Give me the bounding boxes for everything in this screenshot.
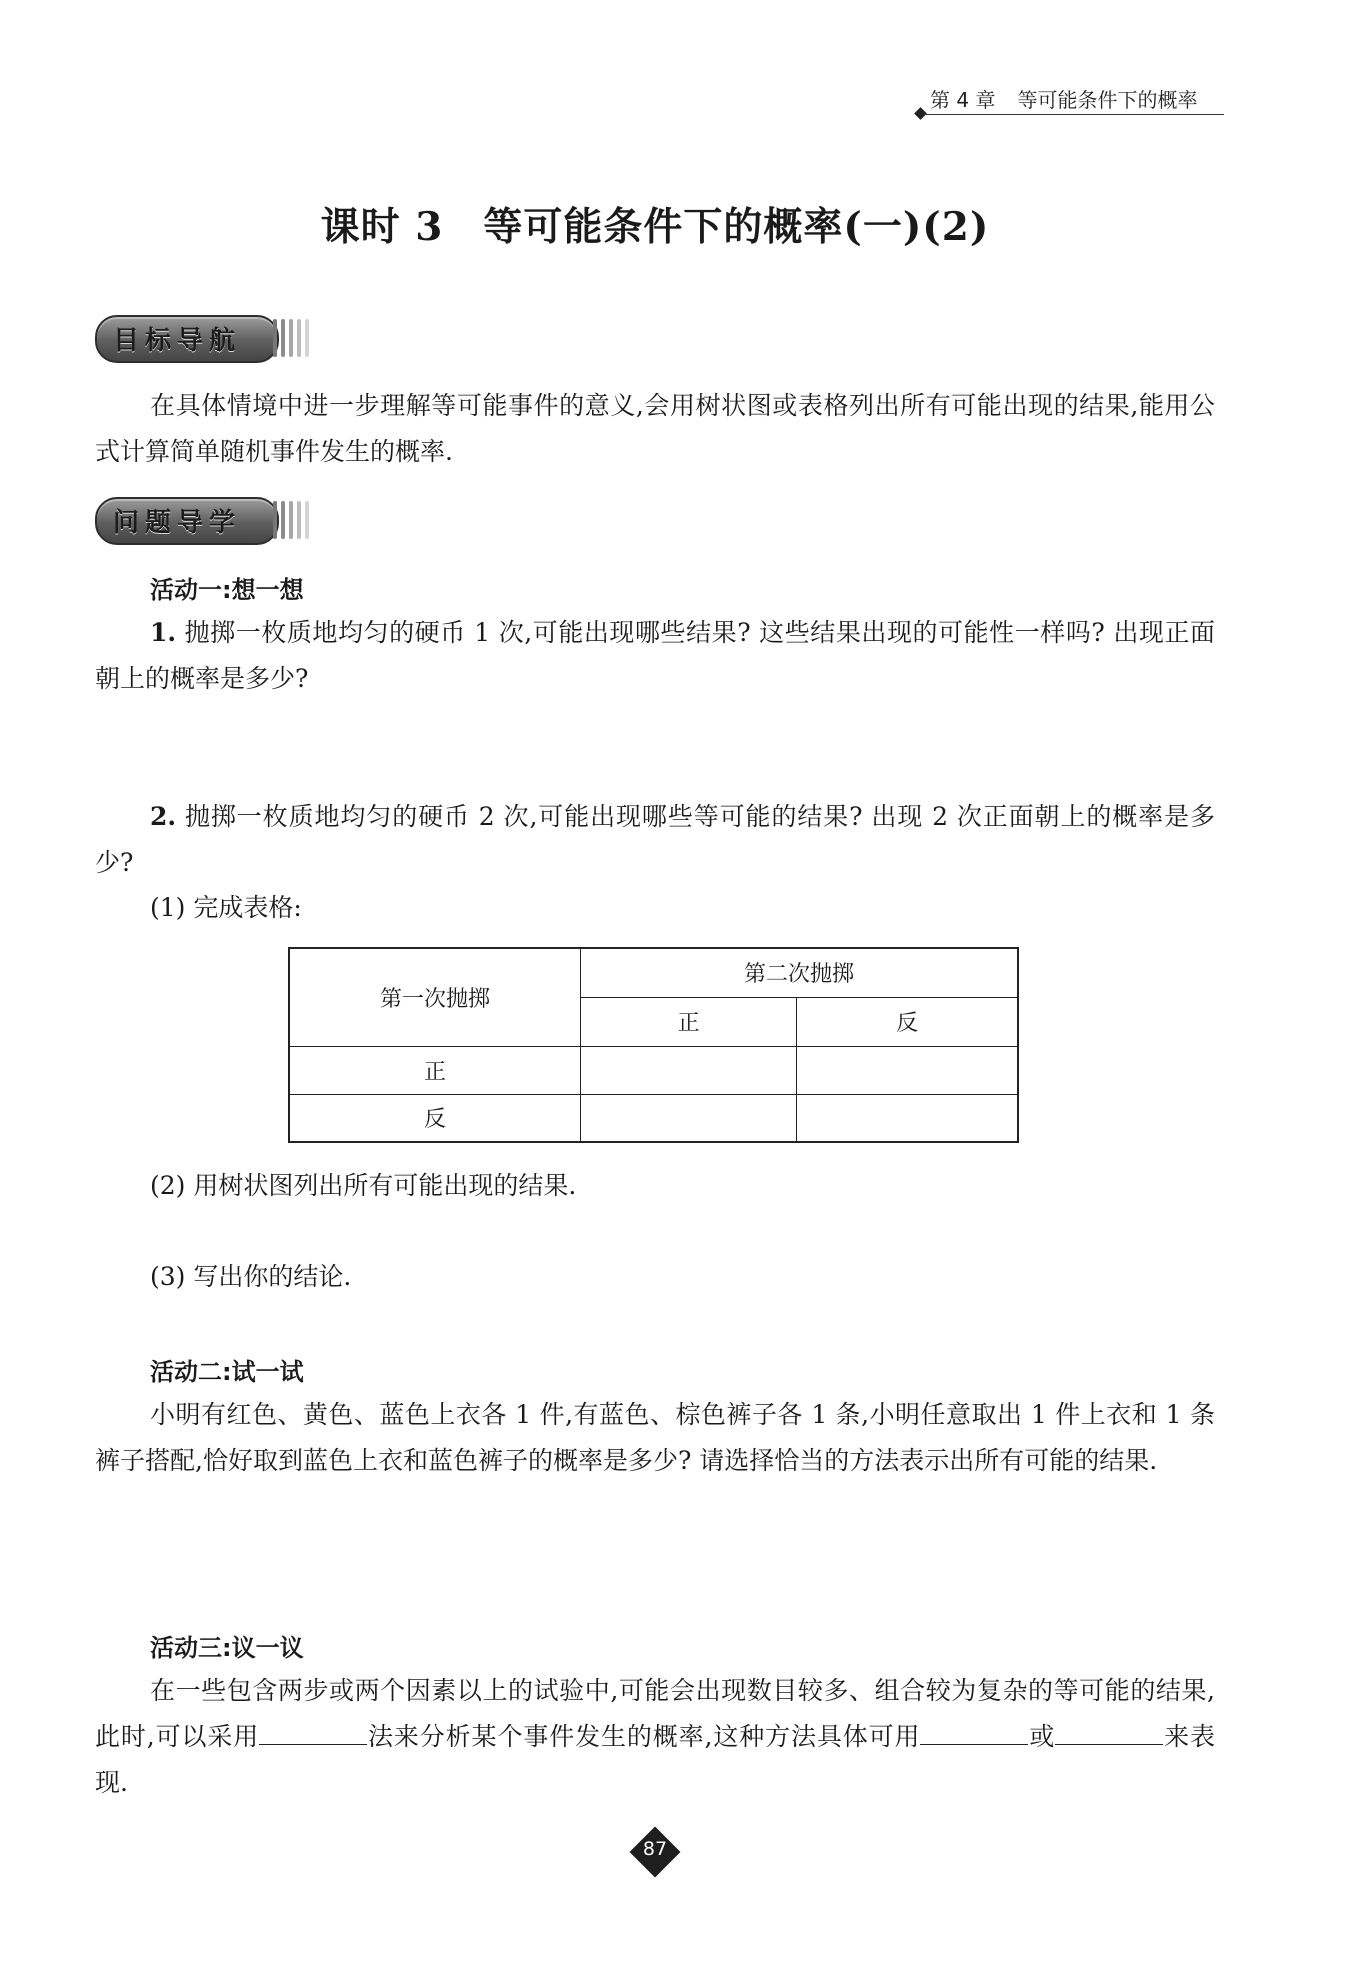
- question-2: [95, 794, 1215, 886]
- page-number-text: 87: [642, 1838, 668, 1860]
- sub-question-3: (3) 写出你的结论.: [150, 1262, 352, 1291]
- coin-toss-table: [288, 947, 1019, 1143]
- activity3-text-part3: 或: [1028, 1722, 1056, 1751]
- question-2-number: 2.: [150, 802, 177, 831]
- first-toss-header: 第一次抛掷: [289, 948, 581, 1046]
- activity3-text: [95, 1668, 1215, 1806]
- badge-stripes-icon: [271, 319, 311, 357]
- col-head-heads: 正: [581, 997, 797, 1046]
- table-cell[interactable]: [581, 1094, 797, 1142]
- question-1: [95, 610, 1215, 702]
- goal-text: 在具体情境中进一步理解等可能事件的意义,会用树状图或表格列出所有可能出现的结果,能用公式计算简单随机事件发生的概率.: [95, 391, 1215, 466]
- question-2-text: 抛掷一枚质地均匀的硬币 2 次,可能出现哪些等可能的结果? 出现 2 次正面朝上的概率是多少?: [95, 802, 1215, 877]
- goal-badge-label: 目标导航: [113, 326, 242, 356]
- fill-blank-2[interactable]: [920, 1714, 1028, 1745]
- question-1-number: 1.: [150, 618, 177, 647]
- badge-stripes-icon: [271, 501, 311, 539]
- activity3-heading: 活动三:议一议: [150, 1634, 304, 1662]
- activity3-text-part1: 在一些包含两步或两个因素以上的试验中,可能会出现数目较多、组合较为复杂的等可能的结果,此时,可以采用: [95, 1676, 1215, 1751]
- running-header: [930, 84, 1218, 113]
- activity3-text-part4: 来表现.: [95, 1722, 1215, 1797]
- sub-question-2: (2) 用树状图列出所有可能出现的结果.: [150, 1171, 577, 1200]
- chapter-label: 第 4 章: [930, 88, 996, 112]
- header-rule: [924, 114, 1224, 115]
- goal-badge: [95, 315, 315, 363]
- second-toss-header: 第二次抛掷: [581, 948, 1019, 997]
- chapter-title: 等可能条件下的概率: [1017, 88, 1198, 112]
- table-cell[interactable]: [797, 1046, 1018, 1094]
- lesson-title: 课时 3 等可能条件下的概率(一)(2): [320, 204, 990, 250]
- row-head-heads: 正: [289, 1046, 581, 1094]
- page-number: [633, 1830, 677, 1874]
- table-cell[interactable]: [581, 1046, 797, 1094]
- table-cell[interactable]: [797, 1094, 1018, 1142]
- fill-blank-3[interactable]: [1055, 1714, 1163, 1745]
- sub-question-1: (1) 完成表格:: [150, 893, 302, 922]
- activity2-heading: 活动二:试一试: [150, 1358, 304, 1386]
- activity3-text-part2: 法来分析某个事件发生的概率,这种方法具体可用: [367, 1722, 921, 1751]
- question-1-text: 抛掷一枚质地均匀的硬币 1 次,可能出现哪些结果? 这些结果出现的可能性一样吗? 出现正面朝上的概率是多少?: [95, 618, 1215, 693]
- fill-blank-1[interactable]: [259, 1714, 367, 1745]
- activity1-heading: 活动一:想一想: [150, 576, 304, 604]
- guide-badge: [95, 497, 315, 545]
- row-head-tails: 反: [289, 1094, 581, 1142]
- col-head-tails: 反: [797, 997, 1018, 1046]
- activity2-text: 小明有红色、黄色、蓝色上衣各 1 件,有蓝色、棕色裤子各 1 条,小明任意取出 1 件上衣和 1 条裤子搭配,恰好取到蓝色上衣和蓝色裤子的概率是多少? 请选择恰当的方法表示出所有可能的结果.: [95, 1400, 1215, 1475]
- guide-badge-label: 问题导学: [113, 508, 242, 538]
